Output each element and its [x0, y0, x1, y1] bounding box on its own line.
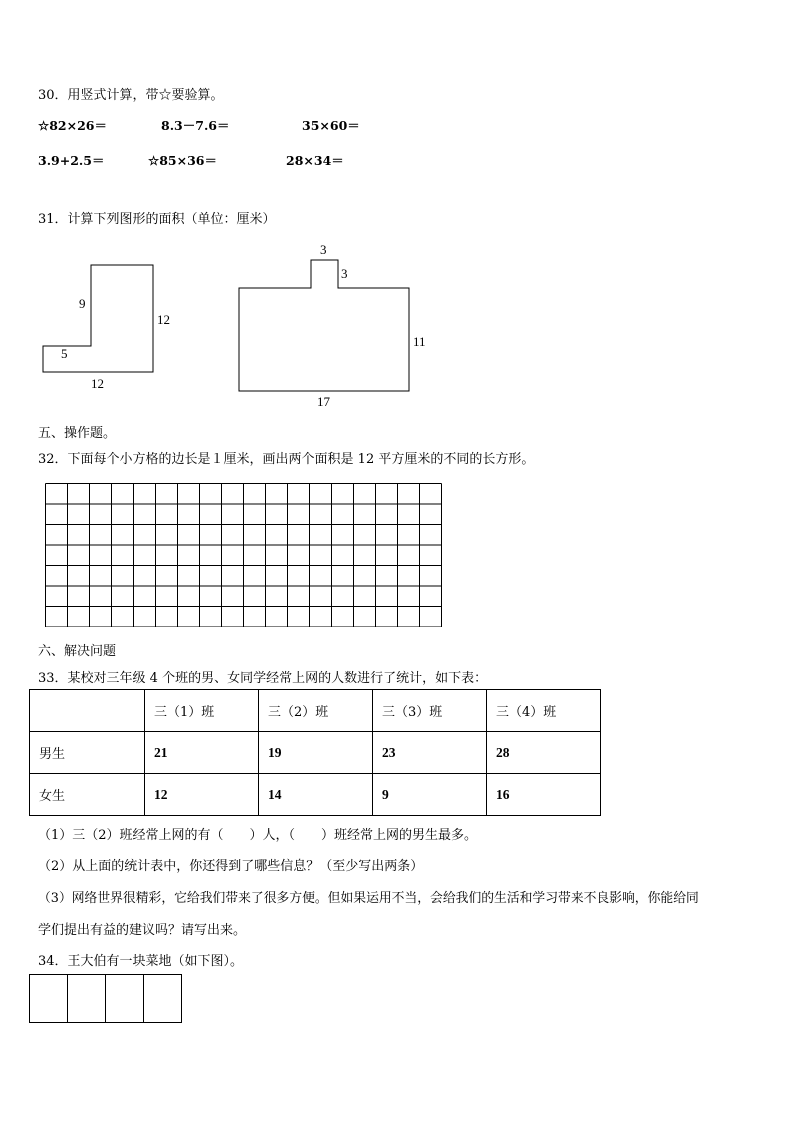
fig2-right-label: 11 — [413, 334, 426, 349]
table-header-cell — [30, 690, 145, 732]
table-cell: 21 — [145, 732, 259, 774]
q30-calc-1: ☆82×26＝ — [38, 118, 107, 133]
q30-title: 30．用竖式计算，带☆要验算。 — [38, 88, 224, 103]
square-grid — [45, 483, 447, 627]
fig1-right-label: 12 — [157, 312, 170, 327]
table-cell: 28 — [487, 732, 601, 774]
stats-table — [29, 689, 601, 816]
table-row — [30, 774, 601, 816]
table-row — [30, 732, 601, 774]
table-cell: 14 — [259, 774, 373, 816]
q30-calc-2: 8.3－7.6＝ — [161, 118, 230, 133]
fig2-bottom-label: 17 — [317, 394, 330, 409]
section-6-heading: 六、解决问题 — [38, 644, 117, 659]
plot-section — [106, 975, 144, 1023]
table-cell: 16 — [487, 774, 601, 816]
table-row-label: 男生 — [30, 732, 145, 774]
plot-section — [144, 975, 182, 1023]
fig2-tab-width-label: 3 — [320, 242, 327, 257]
table-row-label: 女生 — [30, 774, 145, 816]
table-cell: 19 — [259, 732, 373, 774]
table-cell: 9 — [373, 774, 487, 816]
q30-calc-3: 35×60＝ — [302, 118, 360, 133]
q32-title: 32．下面每个小方格的边长是１厘米，画出两个面积是 12 平方厘米的不同的长方形。 — [38, 452, 535, 467]
q33-title: 33．某校对三年级 4 个班的男、女同学经常上网的人数进行了统计，如下表： — [38, 671, 488, 686]
table-cell: 23 — [373, 732, 487, 774]
q33-sub-question-1: （1）三（2）班经常上网的有（ ）人，（ ）班经常上网的男生最多。 — [38, 828, 478, 843]
q33-sub-question-3-line-2: 学们提出有益的建议吗？请写出来。 — [38, 923, 247, 938]
section-5-heading: 五、操作题。 — [38, 426, 117, 441]
plot-section — [30, 975, 68, 1023]
q34-title: 34．王大伯有一块菜地（如下图）。 — [38, 954, 244, 969]
rect-with-tab-figure — [239, 260, 409, 391]
q30-calc-6: 28×34＝ — [286, 153, 344, 168]
q30-calc-4: 3.9+2.5＝ — [38, 153, 105, 168]
table-header-row — [30, 690, 601, 732]
table-header-cell: 三（2）班 — [259, 690, 373, 732]
q33-sub-question-2: （2）从上面的统计表中，你还得到了哪些信息？（至少写出两条） — [38, 859, 424, 874]
table-header-cell: 三（4）班 — [487, 690, 601, 732]
table-header-cell: 三（1）班 — [145, 690, 259, 732]
fig2-tab-height-label: 3 — [341, 266, 348, 281]
q31-title: 31．计算下列图形的面积（单位：厘米） — [38, 212, 276, 227]
table-cell: 12 — [145, 774, 259, 816]
q31-figures — [0, 0, 794, 420]
q30-calc-5: ☆85×36＝ — [148, 153, 217, 168]
fig1-step-label: 5 — [61, 346, 68, 361]
vegetable-plot-figure — [29, 974, 183, 1024]
fig1-left-label: 9 — [79, 296, 86, 311]
fig1-bottom-label: 12 — [91, 376, 104, 391]
l-shape-figure — [43, 265, 153, 372]
q33-sub-question-3-line-1: （3）网络世界很精彩，它给我们带来了很多方便。但如果运用不当，会给我们的生活和学习带来不良影响，你能给同 — [38, 891, 699, 906]
table-header-cell: 三（3）班 — [373, 690, 487, 732]
plot-section — [68, 975, 106, 1023]
